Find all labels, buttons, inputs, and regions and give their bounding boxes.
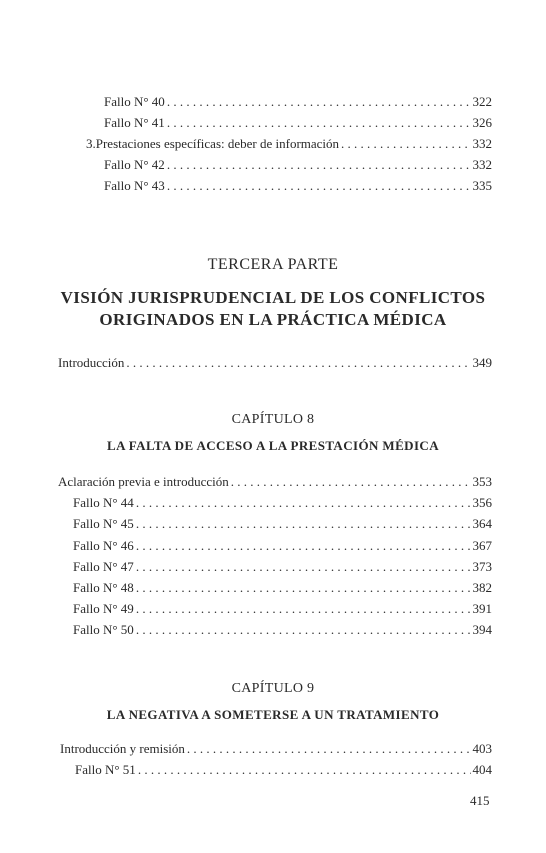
toc-entry-fallo-51 bbox=[75, 762, 492, 778]
toc-entry-label: Fallo N° 40 bbox=[104, 94, 165, 109]
toc-entry-page: 367 bbox=[472, 538, 492, 553]
part-subtitle-line-2: ORIGINADOS EN LA PRÁCTICA MÉDICA bbox=[99, 310, 447, 329]
toc-entry-label: Fallo N° 48 bbox=[73, 580, 134, 595]
toc-entry-fallo-46 bbox=[73, 538, 492, 554]
dot-leader bbox=[136, 601, 471, 617]
chapter-8-title: LA FALTA DE ACCESO A LA PRESTACIÓN MÉDICA bbox=[107, 438, 439, 453]
dot-leader bbox=[167, 178, 471, 194]
toc-entry-page: 349 bbox=[472, 355, 492, 370]
toc-entry-label: Fallo N° 41 bbox=[104, 115, 165, 130]
dot-leader bbox=[167, 94, 471, 110]
chapter-9-title: LA NEGATIVA A SOMETERSE A UN TRATAMIENTO bbox=[106, 707, 440, 722]
toc-entry-fallo-47 bbox=[73, 559, 492, 575]
toc-entry-page: 332 bbox=[472, 157, 492, 172]
toc-entry-page: 364 bbox=[472, 516, 492, 531]
toc-entry-fallo-44 bbox=[73, 495, 492, 511]
toc-entry-fallo-43 bbox=[104, 178, 492, 194]
toc-entry-page: 335 bbox=[472, 178, 492, 193]
toc-entry-page: 403 bbox=[472, 741, 492, 756]
toc-entry-label: Introducción bbox=[58, 355, 125, 370]
toc-entry-label: Fallo N° 45 bbox=[73, 516, 134, 531]
dot-leader bbox=[136, 622, 471, 638]
toc-entry-label: Fallo N° 49 bbox=[73, 601, 134, 616]
part-title: TERCERA PARTE bbox=[207, 256, 339, 273]
toc-entry-label: Fallo N° 51 bbox=[75, 762, 136, 777]
dot-leader bbox=[187, 741, 471, 757]
toc-entry-fallo-40 bbox=[104, 94, 492, 110]
part-subtitle-line-1: VISIÓN JURISPRUDENCIAL DE LOS CONFLICTOS bbox=[60, 288, 486, 307]
toc-entry-introduccion bbox=[58, 355, 492, 371]
toc-entry-label: Aclaración previa e introducción bbox=[58, 474, 229, 489]
chapter-9-label: CAPÍTULO 9 bbox=[231, 681, 315, 696]
toc-entry-aclaracion-previa bbox=[58, 474, 492, 490]
toc-entry-page: 353 bbox=[472, 474, 492, 489]
toc-entry-introduccion-y-remision bbox=[60, 741, 492, 757]
chapter-8-label: CAPÍTULO 8 bbox=[231, 412, 315, 427]
toc-entry-label: Fallo N° 44 bbox=[73, 495, 134, 510]
toc-entry-label: Fallo N° 42 bbox=[104, 157, 165, 172]
toc-entry-page: 382 bbox=[472, 580, 492, 595]
page-number: 415 bbox=[470, 793, 490, 808]
toc-entry-label: Prestaciones específicas: deber de información bbox=[95, 136, 340, 151]
toc-entry-label: Fallo N° 46 bbox=[73, 538, 134, 553]
toc-entry-fallo-49 bbox=[73, 601, 492, 617]
toc-entry-fallo-41 bbox=[104, 115, 492, 131]
toc-entry-page: 326 bbox=[472, 115, 492, 130]
dot-leader bbox=[136, 516, 471, 532]
dot-leader bbox=[136, 580, 471, 596]
dot-leader bbox=[167, 115, 471, 131]
toc-entry-page: 322 bbox=[472, 94, 492, 109]
dot-leader bbox=[138, 762, 471, 778]
toc-entry-label: Fallo N° 43 bbox=[104, 178, 165, 193]
toc-entry-prestaciones-especificas bbox=[86, 136, 492, 152]
dot-leader bbox=[167, 157, 471, 173]
toc-entry-label: Fallo N° 50 bbox=[73, 622, 134, 637]
toc-entry-page: 394 bbox=[472, 622, 492, 637]
dot-leader bbox=[136, 538, 471, 554]
toc-entry-number: 3. bbox=[86, 136, 96, 151]
dot-leader bbox=[341, 136, 470, 152]
toc-entry-page: 391 bbox=[472, 601, 492, 616]
toc-entry-page: 356 bbox=[472, 495, 492, 510]
dot-leader bbox=[136, 559, 471, 575]
toc-entry-fallo-45 bbox=[73, 516, 492, 532]
toc-entry-fallo-50 bbox=[73, 622, 492, 638]
toc-entry-fallo-48 bbox=[73, 580, 492, 596]
dot-leader bbox=[231, 474, 471, 490]
dot-leader bbox=[126, 355, 470, 371]
dot-leader bbox=[136, 495, 471, 511]
toc-entry-page: 373 bbox=[472, 559, 492, 574]
toc-entry-page: 332 bbox=[472, 136, 492, 151]
toc-entry-label: Introducción y remisión bbox=[60, 741, 185, 756]
toc-entry-fallo-42 bbox=[104, 157, 492, 173]
toc-entry-label: Fallo N° 47 bbox=[73, 559, 134, 574]
toc-entry-page: 404 bbox=[472, 762, 492, 777]
